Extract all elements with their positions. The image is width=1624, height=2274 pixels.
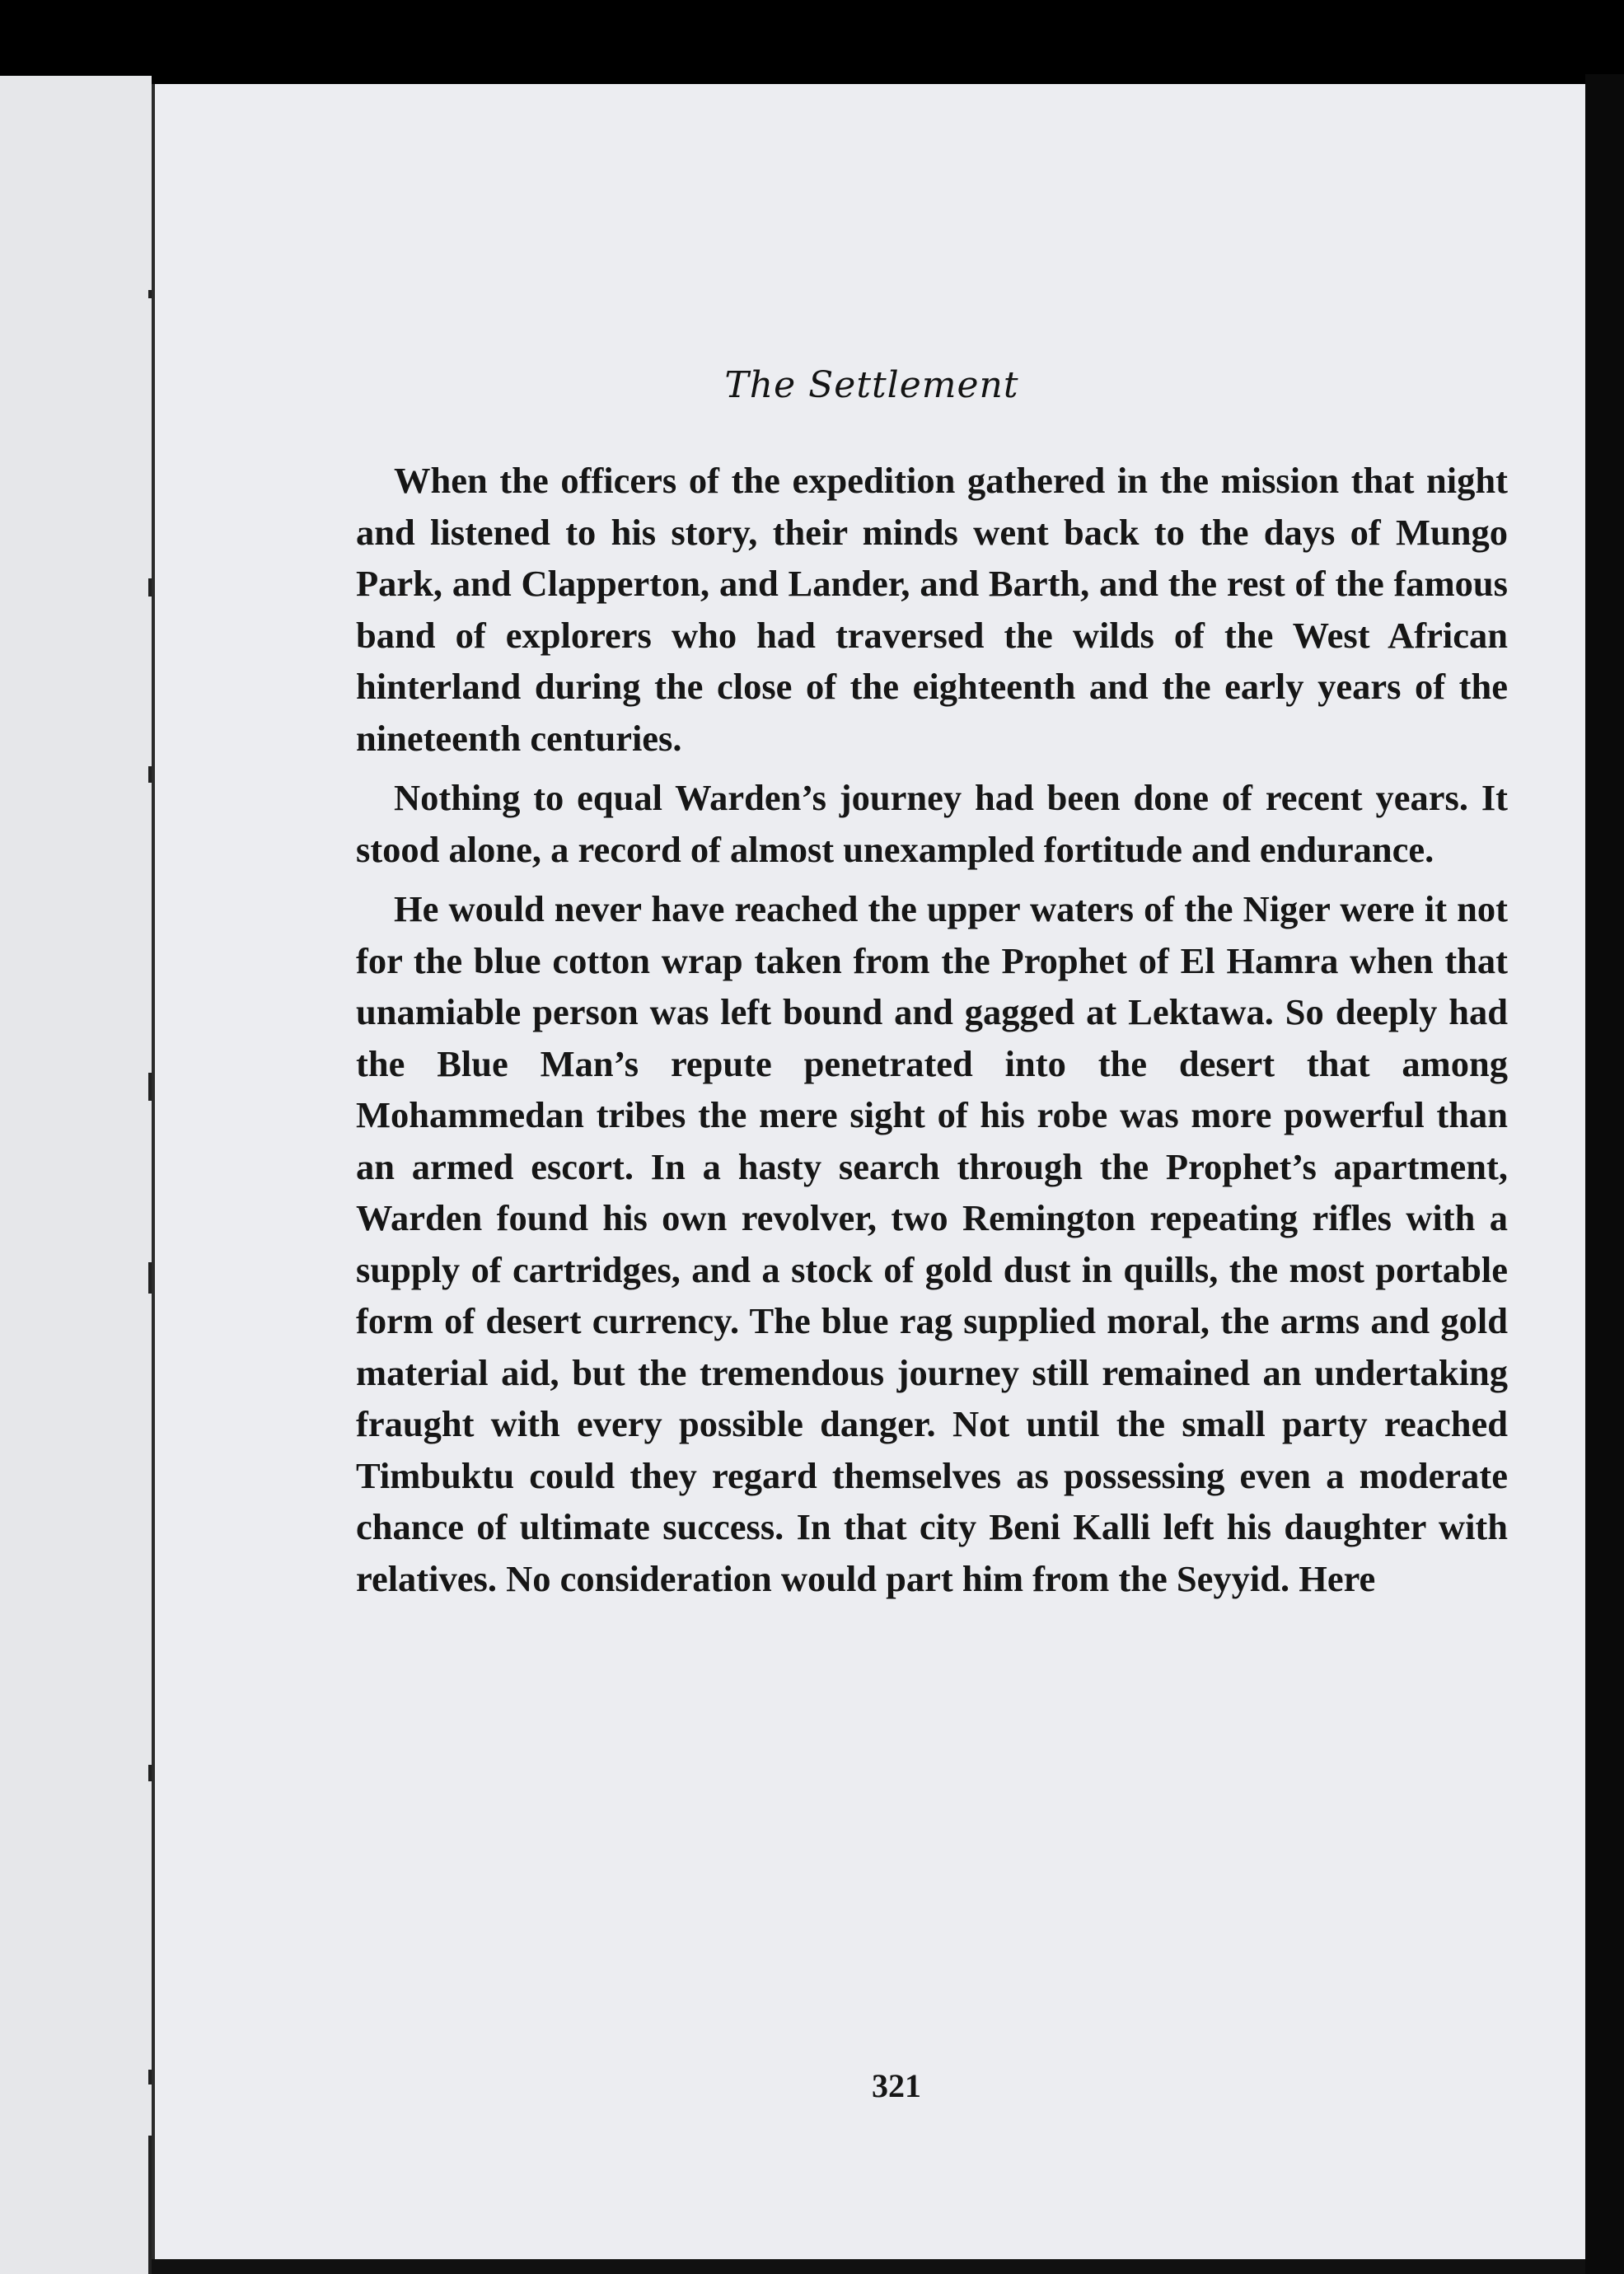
- page-number: 321: [872, 2067, 921, 2104]
- paragraph: Nothing to equal Warden’s journey had been done of recent years. It stood alone, a record of almost unexampled fortitude and endurance.: [356, 777, 1508, 870]
- page-body: [356, 455, 1508, 1612]
- running-head: The Settlement: [724, 364, 1019, 406]
- paragraph: When the officers of the expedition gathered in the mission that night and listened to his story, their minds went back to the days of Mungo Park, and Clapperton, and Lander, and Barth, and the rest of the famous band of explorers who had traversed the wilds of the West African hinterland during the close of the eighteenth and the early years of the nineteenth centuries.: [356, 460, 1508, 759]
- paragraph: He would never have reached the upper waters of the Niger were it not for the blue cotton wrap taken from the Prophet of El Hamra when that unamiable person was left bound and gagged at Lektawa. So deeply had the Blue Man’s repute penetrated into the desert that among Mohammedan tribes the mere sight of his robe was more powerful than an armed escort. In a hasty search through the Prophet’s apartment, Warden found his own revolver, two Remington repeating rifles with a supply of cartridges, and a stock of gold dust in quills, the most portable form of desert currency. The blue rag supplied moral, the arms and gold material aid, but the tremendous journey still remained an undertaking fraught with every possible danger. Not until the small party reached Timbuktu could they regard themselves as possessing even a moderate chance of ultimate success. In that city Beni Kalli left his daughter with relatives. No consideration would part him from the Seyyid. Here: [356, 888, 1508, 1599]
- scan-right-border: [1585, 74, 1624, 2274]
- scan-bottom-border: [152, 2259, 1585, 2274]
- book-page: [152, 84, 1589, 2259]
- scan-top-border: [0, 0, 1624, 74]
- facing-page-edge: [0, 76, 152, 2274]
